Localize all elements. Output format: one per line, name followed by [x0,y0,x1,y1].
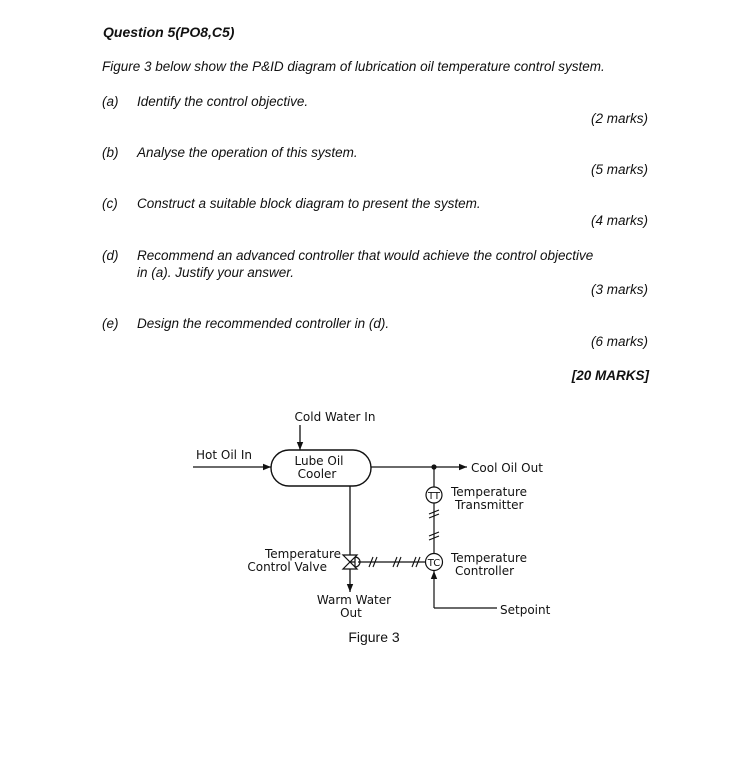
part-c-marks: (4 marks) [591,213,648,228]
total-marks: [20 MARKS] [571,368,649,383]
part-a-text: Identify the control objective. [137,94,309,109]
part-a-label: (a) [102,94,119,109]
tc-label-line1: Temperature [451,551,528,565]
tcv-label-line2: Control Valve [247,560,327,574]
tt-label-line1: Temperature [451,485,528,499]
part-b-label: (b) [102,145,119,160]
part-d-marks: (3 marks) [591,282,648,297]
cooler-label-line1: Lube Oil [294,454,344,468]
tt-tag: TT [427,491,441,502]
part-e-marks: (6 marks) [591,334,648,349]
part-c-text: Construct a suitable block diagram to present the system. [137,196,481,211]
part-b-marks: (5 marks) [591,162,648,177]
tcv-label-line1: Temperature [264,547,341,561]
part-e-text: Design the recommended controller in (d). [137,316,390,331]
part-d-label: (d) [102,248,119,263]
warm-water-label-line1: Warm Water [316,593,392,607]
hot-oil-in-label: Hot Oil In [196,448,252,462]
part-e-label: (e) [102,316,119,331]
part-d-text: Recommend an advanced controller that would achieve the control objective [137,248,594,263]
part-a-marks: (2 marks) [591,111,648,126]
cold-water-in-label: Cold Water In [294,410,376,424]
warm-water-label-line2: Out [340,606,362,620]
question-title: Question 5(PO8,C5) [103,24,235,40]
figure-caption: Figure 3 [348,629,400,645]
setpoint-label: Setpoint [500,603,551,617]
cooler-label-line2: Cooler [297,467,337,481]
tc-label-line2: Controller [455,564,515,578]
part-c-label: (c) [102,196,118,211]
part-b-text: Analyse the operation of this system. [137,145,358,160]
cool-oil-out-label: Cool Oil Out [471,461,543,475]
tc-tag: TC [427,558,441,569]
question-intro: Figure 3 below show the P&ID diagram of lubrication oil temperature control system. [102,59,605,74]
tt-label-line2: Transmitter [455,498,524,512]
part-d-text-line2: in (a). Justify your answer. [137,265,295,280]
